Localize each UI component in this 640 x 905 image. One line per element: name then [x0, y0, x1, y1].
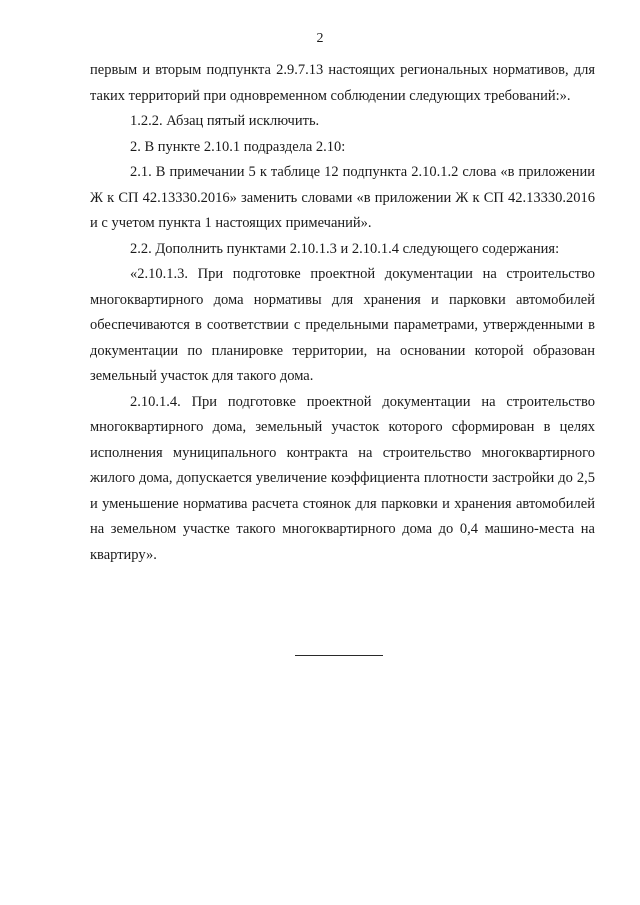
paragraph-2-2: 2.2. Дополнить пунктами 2.10.1.3 и 2.10.1.4 следующего содержания: [130, 240, 560, 257]
paragraph-continuation: первым и вторым подпункта 2.9.7.13 настоящих региональных нормативов, для таких территорий при одновременном соблюдении следующих требований:». [90, 62, 595, 104]
paragraph-2: 2. В пункте 2.10.1 подраздела 2.10: [130, 138, 346, 155]
page-number: 2 [316, 31, 324, 46]
paragraph-1-2-2: 1.2.2. Абзац пятый исключить. [130, 113, 320, 129]
document-body [90, 58, 595, 568]
paragraph-2-10-1-3: «2.10.1.3. При подготовке проектной документации на строительство многоквартирного дома нормативы для хранения и парковки автомобилей обеспечиваются в соответствии с предельными параметрами, утвержденными в документации по планировке территории, на основании которой образован земельный участок для такого дома. [90, 266, 595, 384]
separator-line [295, 655, 383, 656]
paragraph-2-10-1-4: 2.10.1.4. При подготовке проектной документации на строительство многоквартирного дома, земельный участок которого сформирован в целях исполнения муниципального контракта на строительство многоквартирного жилого дома, допускается увеличение коэффициента плотности застройки до 2,5 и уменьшение норматива расчета стоянок для парковки и хранения автомобилей на земельном участке такого многоквартирного дома до 0,4 машино-места на квартиру». [90, 393, 595, 563]
paragraph-2-1: 2.1. В примечании 5 к таблице 12 подпункта 2.10.1.2 слова «в приложении Ж к СП 42.13330.2016» заменить словами «в приложении Ж к СП 42.13330.2016 и с учетом пункта 1 настоящих примечаний». [90, 164, 595, 231]
